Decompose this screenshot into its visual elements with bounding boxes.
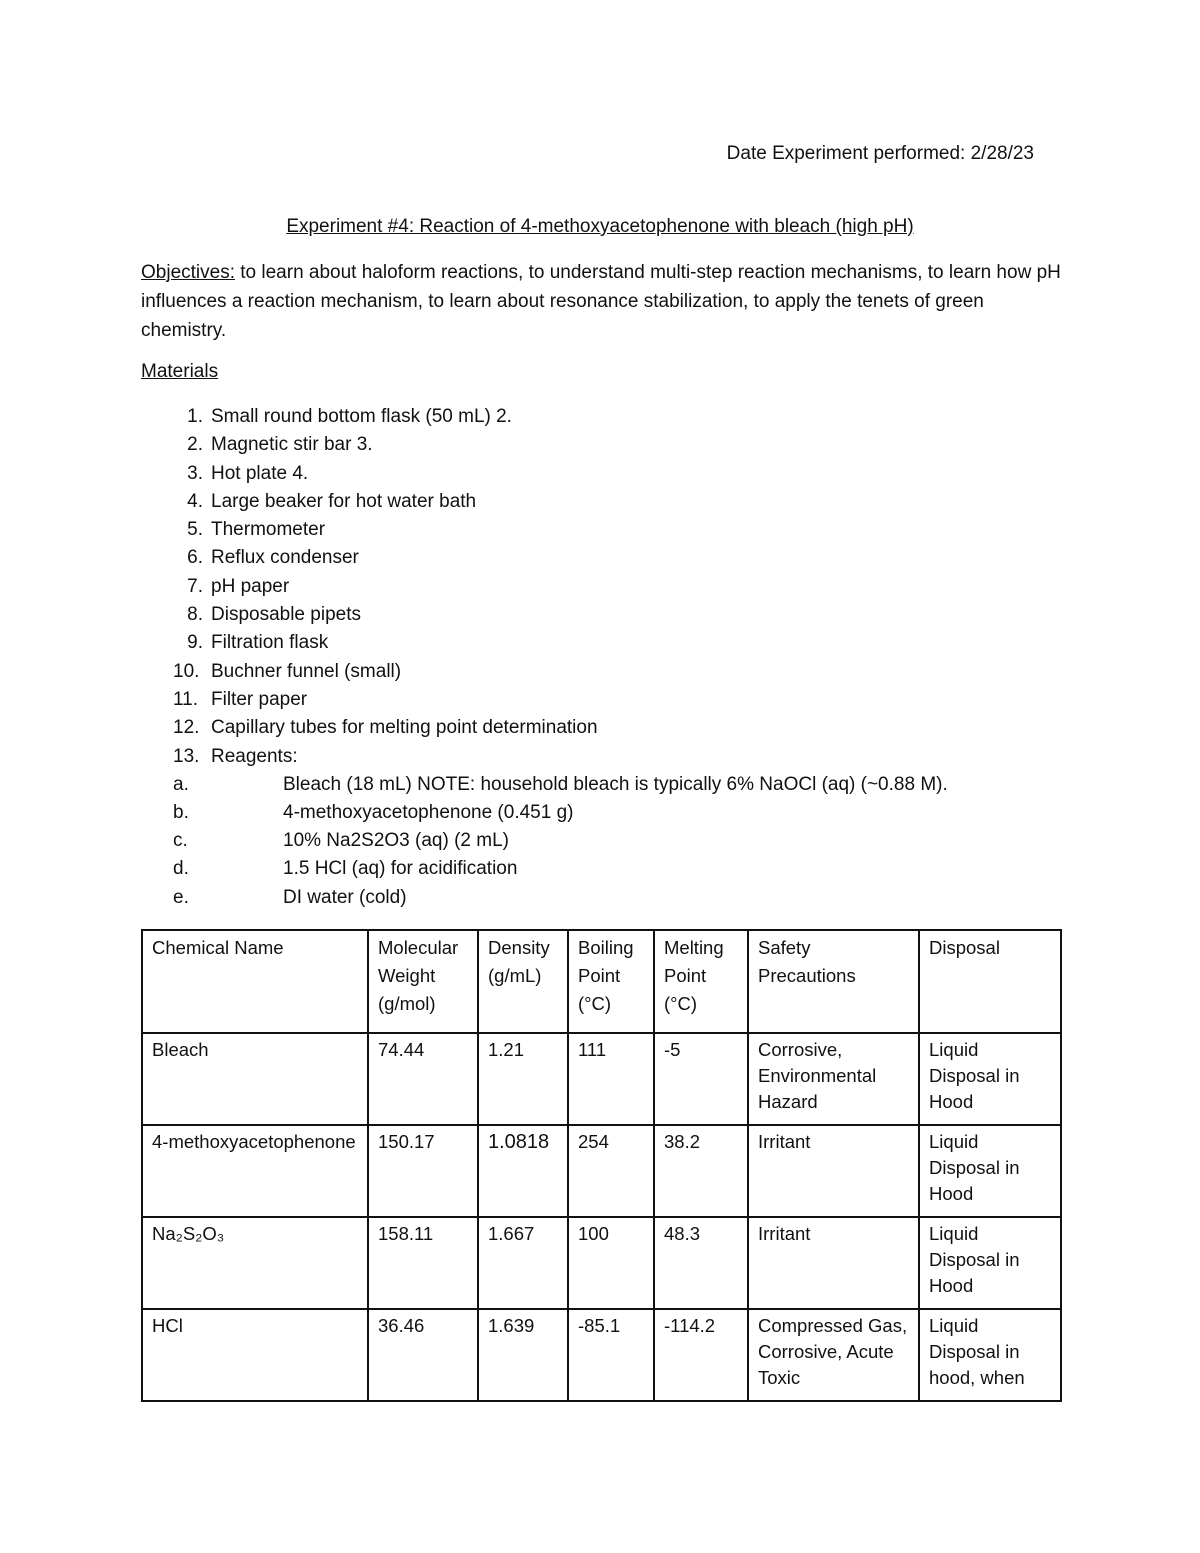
- objectives-paragraph: [141, 258, 1061, 345]
- list-item: 1. Small round bottom flask (50 mL) 2.: [187, 406, 512, 427]
- table-cell: -114.2: [654, 1309, 748, 1401]
- table-row: [142, 1309, 1061, 1401]
- list-item: c. 10% Na2S2O3 (aq) (2 mL): [173, 830, 509, 852]
- table-cell: 1.21: [478, 1033, 568, 1125]
- list-item: 6. Reflux condenser: [187, 547, 359, 569]
- table-cell: 111: [568, 1033, 654, 1125]
- list-item: 5. Thermometer: [187, 519, 326, 541]
- column-header: Molecular Weight (g/mol): [368, 930, 478, 1033]
- table-row: [142, 1125, 1061, 1217]
- table-cell: Irritant: [748, 1125, 919, 1217]
- column-header: Safety Precautions: [748, 930, 919, 1033]
- table-cell: 100: [568, 1217, 654, 1309]
- list-item: a. Bleach (18 mL) NOTE: household bleach is typically 6% NaOCl (aq) (~0.88 M).: [173, 773, 948, 795]
- table-cell: -85.1: [568, 1309, 654, 1401]
- reagents-list: [141, 773, 948, 914]
- list-item: e. DI water (cold): [173, 886, 407, 908]
- column-header: Chemical Name: [142, 930, 368, 1033]
- table-cell: 36.46: [368, 1309, 478, 1401]
- column-header: Density (g/mL): [478, 930, 568, 1033]
- list-item: b. 4-methoxyacetophenone (0.451 g): [173, 801, 574, 823]
- table-cell: 1.667: [478, 1217, 568, 1309]
- table-cell: 1.639: [478, 1309, 568, 1401]
- list-item: 9. Filtration flask: [187, 632, 329, 654]
- table-cell: 158.11: [368, 1217, 478, 1309]
- table-cell: Irritant: [748, 1217, 919, 1309]
- experiment-title: Experiment #4: Reaction of 4-methoxyacetophenone with bleach (high pH): [286, 216, 914, 237]
- table-cell: 254: [568, 1125, 654, 1217]
- table-cell: 48.3: [654, 1217, 748, 1309]
- list-item: 4. Large beaker for hot water bath: [187, 490, 477, 512]
- table-cell: 150.17: [368, 1125, 478, 1217]
- table-cell: -5: [654, 1033, 748, 1125]
- materials-heading: Materials: [141, 361, 219, 382]
- table-cell: Bleach: [142, 1033, 368, 1125]
- table-cell: Liquid Disposal in Hood: [919, 1125, 1061, 1217]
- table-header-row: [142, 930, 1061, 1033]
- table-cell: 38.2: [654, 1125, 748, 1217]
- list-item: d. 1.5 HCl (aq) for acidification: [173, 858, 518, 880]
- list-item: 3. Hot plate 4.: [187, 462, 309, 484]
- materials-list: [141, 405, 948, 908]
- table-cell: HCl: [142, 1309, 368, 1401]
- objectives-label: Objectives:: [141, 262, 235, 283]
- table-cell: 1.0818: [478, 1125, 568, 1217]
- table-row: [142, 1033, 1061, 1125]
- table-cell: Na₂S₂O₃: [142, 1217, 368, 1309]
- list-item: 8. Disposable pipets: [187, 604, 361, 626]
- table-cell: Compressed Gas, Corrosive, Acute Toxic: [748, 1309, 919, 1401]
- list-item: 2. Magnetic stir bar 3.: [187, 434, 373, 456]
- table-cell: Corrosive, Environmental Hazard: [748, 1033, 919, 1125]
- table-cell: Liquid Disposal in Hood: [919, 1033, 1061, 1125]
- list-item: 12. Capillary tubes for melting point determination: [173, 717, 598, 739]
- table-cell: Liquid Disposal in hood, when: [919, 1309, 1061, 1401]
- date-performed: Date Experiment performed: 2/28/23: [726, 143, 1034, 164]
- chemical-properties-table: [141, 929, 1062, 1402]
- list-item: 7. pH paper: [187, 575, 290, 597]
- column-header: Boiling Point (°C): [568, 930, 654, 1033]
- table-cell: 4-methoxyacetophenone: [142, 1125, 368, 1217]
- list-item: 10. Buchner funnel (small): [173, 660, 402, 682]
- table-cell: Liquid Disposal in Hood: [919, 1217, 1061, 1309]
- column-header: Disposal: [919, 930, 1061, 1033]
- objectives-text: to learn about haloform reactions, to understand multi-step reaction mechanisms, to learn how pH influences a reaction mechanism, to learn about resonance stabilization, to apply the tenets of green chemistry.: [141, 262, 1061, 341]
- list-item: 13. Reagents: a. Bleach (18 mL) NOTE: household bleach is typically 6% NaOCl (aq) (~0.88 M). b. 4-methoxyacetophenone (0.451 g) c. 10% Na2S2O3 (aq) (2 mL) d. 1.5 HCl (aq) for acidification e. DI water (cold): [141, 745, 598, 773]
- table-row: [142, 1217, 1061, 1309]
- column-header: Melting Point (°C): [654, 930, 748, 1033]
- table-cell: 74.44: [368, 1033, 478, 1125]
- list-item: 11. Filter paper: [173, 688, 308, 710]
